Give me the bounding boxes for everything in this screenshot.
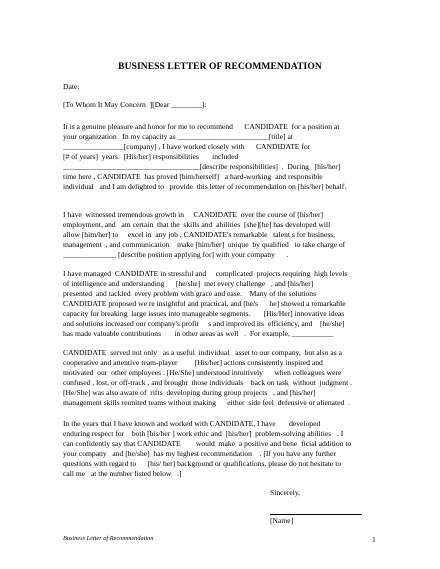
date-line: Date: (63, 82, 80, 91)
paragraph-line: In the years that I have known and worked with CANDIDATE, I have developed (63, 419, 321, 428)
letter-title: BUSINESS LETTER OF RECOMMENDATION (118, 62, 322, 72)
paragraph-line: management skills reunited teams without making either side feel defensive or alienated . (63, 398, 350, 407)
paragraph-line: individual and I am delighted to provide this letter of recommendation on [his/her] behalf. (63, 182, 347, 191)
paragraph-line: I have witnessed tremendous growth in CANDIDATE over the course of [his/her] (63, 210, 324, 219)
paragraph-line: employment, and am certain that the skills and abilities [she][he] has developed will (63, 220, 331, 229)
paragraph-line: cooperative and attentive team-player [His/her] actions consistently inspired and (63, 358, 323, 367)
paragraph-line: enduring respect for both [his/her ] work ethic and [his/her] problem-solving abilities . I (63, 429, 344, 438)
paragraph-line: your organization In my capacity as ________________________[title] at (63, 132, 293, 141)
paragraph-line: allow [him/her] to excel in any job . CANDIDATE's remarkable talent s for business, (63, 230, 336, 239)
paragraph-line: CANDIDATE proposed we re insightful and practical, and [he/s he] showed a remarkable (63, 299, 346, 308)
paragraph-line: call me at the number listed below .] (63, 469, 182, 478)
paragraph-line: CANDIDATE served not only as a useful individual asset to our company, but also as a (63, 348, 342, 357)
signature-line (270, 514, 362, 515)
paragraph-line: presented and tackled every problem with grace and ease. Many of the solutions (63, 289, 317, 298)
paragraph-line: It is a genuine pleasure and honor for me to recommend CANDIDATE for a position at (63, 122, 340, 131)
paragraph-line: has made valuable contributions in other areas as well . For example, ___________ (63, 329, 334, 338)
closing-salutation: Sincerely, (270, 488, 301, 497)
paragraph-line: questions with regard to [his/ her] background or qualifications, please do not hesitate to (63, 459, 342, 468)
paragraph-line: ________________[company] , I have worked closely with CANDIDATE for (63, 142, 311, 151)
paragraph-line: your company and [he/she] has my highest recommendation . [If you have any further (63, 449, 336, 458)
salutation: [To Whom It May Concern ][Dear ________]: (63, 100, 207, 109)
paragraph-line: capacity for breaking large issues into manageable segments. [His/Her] innovative ideas (63, 309, 345, 318)
paragraph-line: can confidently say that CANDIDATE would make a positive and bene ficial addition to (63, 439, 352, 448)
paragraph-line: ______________ [describe position applying for] with your company . (63, 250, 289, 259)
paragraph-line: of intelligence and understanding [he/she] met every challenge , and [his/her] (63, 279, 314, 288)
paragraph-line: time here , CANDIDATE has proved [him/herself] a hard-working and responsible (63, 172, 323, 181)
paragraph-line: management , and communication make [him/her] unique by qualified to take charge of (63, 240, 346, 249)
footer-title: Business Letter of Recommendation (63, 535, 154, 542)
paragraph-line: I have managed CANDIDATE in stressful and complicated projects requiring high levels (63, 269, 348, 278)
paragraph-line: ____________________________________[describe responsibilities] . During [his/her] (63, 162, 341, 171)
paragraph-line: [He/She] was also aware of rifts developing during group projects , and [his/her] (63, 388, 316, 397)
signature-name: [Name] (270, 516, 294, 525)
paragraph-line: and solutions increased our company's profit s and improved its efficiency, and [he/she] (63, 319, 345, 328)
paragraph-line: confused , lost, or off-track , and brought those individuals back on task without judgment . (63, 378, 353, 387)
paragraph-line: motivated our other employees . [He/She] understood intuitively when colleagues were (63, 368, 342, 377)
paragraph-line: [# of years] years. [His/her] responsibilities included (63, 152, 239, 161)
page-number: 1 (372, 535, 376, 544)
